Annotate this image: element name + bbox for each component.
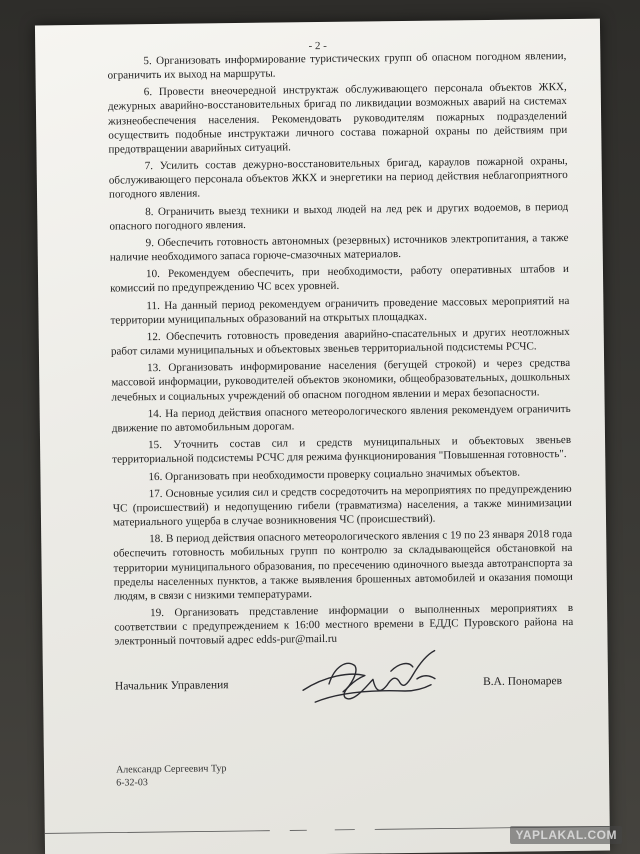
signatory-name: В.А. Пономарев (482, 675, 563, 689)
paragraph-19: 19. Организовать представление информации о выполненных мероприятиях в соответствии с предупреждением к 16:00 местного времени в ЕДДС Пуровского района на электронный почтовый адрес edds-pur@mail.ru (114, 601, 574, 648)
paragraph-5: 5. Организовать информирование туристических групп об опасном погодном явлении, ограничить их выход на маршруты. (107, 49, 567, 82)
paragraph-6: 6. Провести внеочередной инструктаж обслуживающего персонала объектов ЖКХ, дежурных аварийно-восстановительных бригад по ликвидации возможных аварий на системах жизнеобеспечения населения. Рекомендовать руководителям пожарных подразделений осуществить подобные инструктажи личного состава пожарной охраны по действиям при предотвращении аварийных ситуаций. (107, 81, 568, 156)
footer-rule (35, 19, 610, 854)
paragraph-11: 11. На данный период рекомендуем ограничить проведение массовых мероприятий на территории муниципальных образований на открытых площадках. (110, 294, 570, 327)
document-page (35, 19, 610, 854)
page-number: - 2 - (308, 39, 327, 53)
signatory-title: Начальник Управления (114, 679, 229, 693)
paragraph-14: 14. На период действия опасного метеорологического явления рекомендуем ограничить движение по автомобильным дорогам. (111, 402, 571, 435)
paragraph-13: 13. Организовать информирование населения (бегущей строкой) и через средства массовой информации, руководителей объектов экономики, общеобразовательных, дошкольных лечебных и социальных учреждений об опасном погодном явлении и мерах безопасности. (111, 357, 571, 404)
executor-phone: 6-32-03 (116, 776, 148, 789)
paragraph-16: 16. Организовать при необходимости проверку социально значимых объектов. (148, 466, 521, 483)
watermark-text: YAPLAKAL.COM (515, 828, 617, 842)
executor-name: Александр Сергеевич Тур (115, 763, 227, 776)
paragraph-17: 17. Основные усилия сил и средств сосредоточить на мероприятиях по предупреждению ЧС (происшествий) и недопущению гибели (травматизма) населения, а также минимизации материального ущерба в случае возникновения ЧС (происшествий). (112, 482, 572, 529)
paragraph-8: 8. Ограничить выезд техники и выход людей на лед рек и других водоемов, в период опасного погодного явления. (109, 200, 569, 233)
paragraph-7: 7. Усилить состав дежурно-восстановительных бригад, караулов пожарной охраны, обслуживающего персонала объектов ЖКХ и энергетики на период действия неблагоприятного погодного явления. (108, 155, 568, 201)
paragraph-9: 9. Обеспечить готовность автономных (резервных) источников электропитания, а также наличие необходимого запаса горюче-смазочных материалов. (109, 231, 569, 264)
paragraph-18: 18. В период действия опасного метеорологического явления с 19 по 23 января 2018 года обеспечить готовность мобильных групп по контролю за складывающейся обстановкой на территории муниципального образования, по пресечению одиночного выезда автотранспорта за пределы населенных пунктов, а также выявления брошенных автомобилей и оказания помощи людям, в связи с низкими температурами. (113, 528, 573, 603)
paragraph-12: 12. Обеспечить готовность проведения аварийно-спасательных и других неотложных работ силами муниципальных и объектовых звеньев территориальной подсистемы РСЧС. (110, 325, 570, 358)
paragraph-15: 15. Уточнить состав сил и средств муниципальных и объектовых звеньев территориальной подсистемы РСЧС для режима функционирования "Повышенная готовность". (112, 434, 572, 466)
watermark-logo (510, 826, 622, 844)
paragraph-10: 10. Рекомендуем обеспечить, при необходимости, работу оперативных штабов и комиссий по предупреждению ЧС всех уровней. (110, 263, 570, 295)
